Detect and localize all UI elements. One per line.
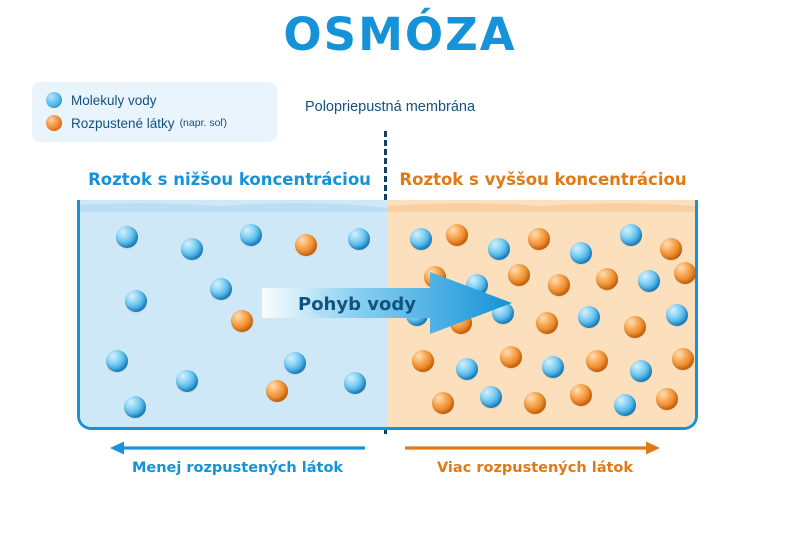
water-molecule bbox=[344, 372, 366, 394]
water-molecule bbox=[630, 360, 652, 382]
solute-molecule bbox=[660, 238, 682, 260]
solute-molecule bbox=[624, 316, 646, 338]
legend-item-water-label: Molekuly vody bbox=[71, 92, 157, 108]
legend-item-solute bbox=[46, 115, 227, 131]
solute-molecule bbox=[266, 380, 288, 402]
water-molecule bbox=[542, 356, 564, 378]
solute-molecule bbox=[432, 392, 454, 414]
blue-circle-icon bbox=[46, 92, 62, 108]
page-title: OSMÓZA bbox=[283, 8, 517, 61]
solute-molecule bbox=[586, 350, 608, 372]
water-molecule bbox=[578, 306, 600, 328]
solute-molecule bbox=[672, 348, 694, 370]
right-scale-arrow-icon bbox=[405, 440, 660, 456]
solute-molecule bbox=[570, 384, 592, 406]
solute-molecule bbox=[674, 262, 696, 284]
left-scale-arrow-icon bbox=[110, 440, 365, 456]
legend-panel bbox=[32, 82, 277, 142]
legend-item-solute-label: Rozpustené látky bbox=[71, 115, 175, 131]
legend-item-water bbox=[46, 92, 157, 108]
solute-molecule bbox=[446, 224, 468, 246]
right-scale-label: Viac rozpustených látok bbox=[436, 460, 634, 476]
water-molecule bbox=[124, 396, 146, 418]
water-molecule bbox=[106, 350, 128, 372]
flow-label: Pohyb vody bbox=[298, 294, 416, 315]
right-side-heading: Roztok s vyššou koncentráciou bbox=[399, 170, 687, 189]
water-molecule bbox=[570, 242, 592, 264]
water-molecule bbox=[176, 370, 198, 392]
left-scale-label: Menej rozpustených látok bbox=[131, 460, 344, 476]
left-fluid-surface bbox=[80, 200, 388, 212]
solute-molecule bbox=[548, 274, 570, 296]
water-molecule bbox=[348, 228, 370, 250]
water-molecule bbox=[456, 358, 478, 380]
solute-molecule bbox=[295, 234, 317, 256]
water-molecule bbox=[666, 304, 688, 326]
left-side-heading: Roztok s nižšou koncentráciou bbox=[88, 170, 371, 189]
water-molecule bbox=[210, 278, 232, 300]
water-molecule bbox=[284, 352, 306, 374]
water-molecule bbox=[116, 226, 138, 248]
water-molecule bbox=[240, 224, 262, 246]
solute-molecule bbox=[596, 268, 618, 290]
solute-molecule bbox=[656, 388, 678, 410]
solute-molecule bbox=[536, 312, 558, 334]
orange-circle-icon bbox=[46, 115, 62, 131]
right-fluid-surface bbox=[388, 200, 696, 212]
water-molecule bbox=[614, 394, 636, 416]
solute-molecule bbox=[412, 350, 434, 372]
solute-molecule bbox=[524, 392, 546, 414]
water-molecule bbox=[638, 270, 660, 292]
solute-molecule bbox=[528, 228, 550, 250]
legend-item-solute-sublabel: (napr. soľ) bbox=[179, 117, 227, 129]
water-molecule bbox=[125, 290, 147, 312]
water-molecule bbox=[488, 238, 510, 260]
water-molecule bbox=[620, 224, 642, 246]
water-molecule bbox=[410, 228, 432, 250]
water-molecule bbox=[480, 386, 502, 408]
membrane-label: Polopriepustná membrána bbox=[304, 99, 476, 115]
solute-molecule bbox=[500, 346, 522, 368]
water-molecule bbox=[181, 238, 203, 260]
solute-molecule bbox=[231, 310, 253, 332]
